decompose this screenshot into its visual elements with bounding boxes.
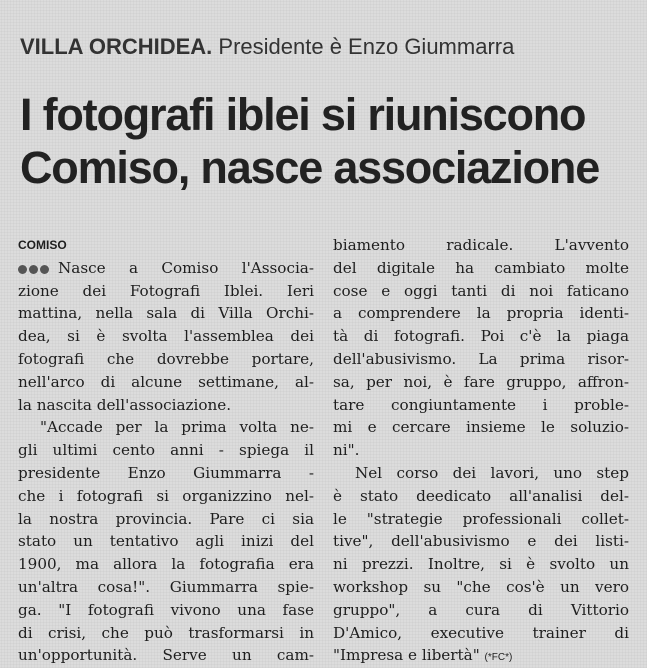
body-line: tare congiuntamente i proble- — [333, 395, 629, 414]
body-line: è stato deedicato all'analisi del- — [333, 486, 629, 505]
body-line: un'opportunità. Serve un cam- — [18, 646, 314, 665]
body-line: cose e oggi tanti di noi faticano — [333, 281, 629, 300]
article-column-2 — [333, 234, 629, 667]
body-line: biamento radicale. L'avvento — [333, 236, 629, 254]
article-column-1 — [18, 234, 314, 667]
body-line: tive", dell'abusivismo e dei listi- — [333, 532, 629, 551]
body-line: workshop su "che cos'è un vero — [333, 577, 629, 596]
body-line: dea, si è svolta l'assemblea dei — [18, 327, 314, 346]
body-line: Nel corso dei lavori, uno step — [355, 463, 629, 482]
body-line: mattina, nella sala di Villa Orchi- — [18, 304, 314, 323]
dateline: COMISO — [18, 238, 67, 252]
body-line: nell'arco di alcune settimane, al- — [18, 372, 314, 391]
kicker — [20, 32, 514, 62]
body-line: la nostra provincia. Pare ci sia — [18, 509, 314, 528]
body-line: che i fotografi si organizzino nel- — [18, 486, 314, 505]
kicker-tag: VILLA ORCHIDEA. — [20, 34, 213, 59]
body-line: stato un tentativo agli inizi del — [18, 532, 314, 551]
body-line: un'altra cosa!". Giummarra spie- — [18, 577, 314, 596]
body-line: le "strategie professionali collet- — [333, 509, 629, 528]
headline-line-2: Comiso, nasce associazione — [20, 142, 600, 193]
body-line: zione dei Fotografi Iblei. Ieri — [18, 281, 314, 300]
body-line: Nasce a Comiso l'Associa- — [18, 257, 314, 280]
author-signature: (*FC*) — [484, 652, 513, 664]
body-line: mi e cercare insieme le soluzio- — [333, 418, 629, 437]
headline-line-1: I fotografi iblei si riuniscono — [20, 89, 586, 140]
body-line: a comprendere la propria identi- — [333, 304, 629, 323]
body-line: di crisi, che può trasformarsi in — [18, 623, 314, 642]
body-line: gli ultimi cento anni - spiega il — [18, 441, 314, 460]
body-line: ga. "I fotografi vivono una fase — [18, 600, 314, 619]
body-line: 1900, ma allora la fotografia era — [18, 555, 314, 574]
body-line: fotografi che dovrebbe portare, — [18, 349, 314, 368]
body-line: tà di fotografi. Poi c'è la piaga — [333, 327, 629, 346]
body-line: presidente Enzo Giummarra - — [18, 463, 314, 482]
body-line: ni prezzi. Inoltre, si è svolto un — [333, 555, 629, 574]
body-line: "Accade per la prima volta ne- — [40, 418, 314, 437]
body-line: sa, per noi, è fare gruppo, affron- — [333, 372, 629, 391]
body-line: ni". — [333, 441, 360, 460]
bullet-icon — [18, 262, 58, 276]
body-line: D'Amico, executive trainer di — [333, 623, 629, 642]
body-line: del digitale ha cambiato molte — [333, 258, 629, 277]
body-line: dell'abusivismo. La prima risor- — [333, 349, 629, 368]
body-line: gruppo", a cura di Vittorio — [333, 600, 629, 619]
body-line: "Impresa e libertà" (*FC*) — [333, 646, 513, 665]
kicker-subtitle: Presidente è Enzo Giummarra — [218, 34, 515, 59]
body-line: la nascita dell'associazione. — [18, 395, 232, 414]
